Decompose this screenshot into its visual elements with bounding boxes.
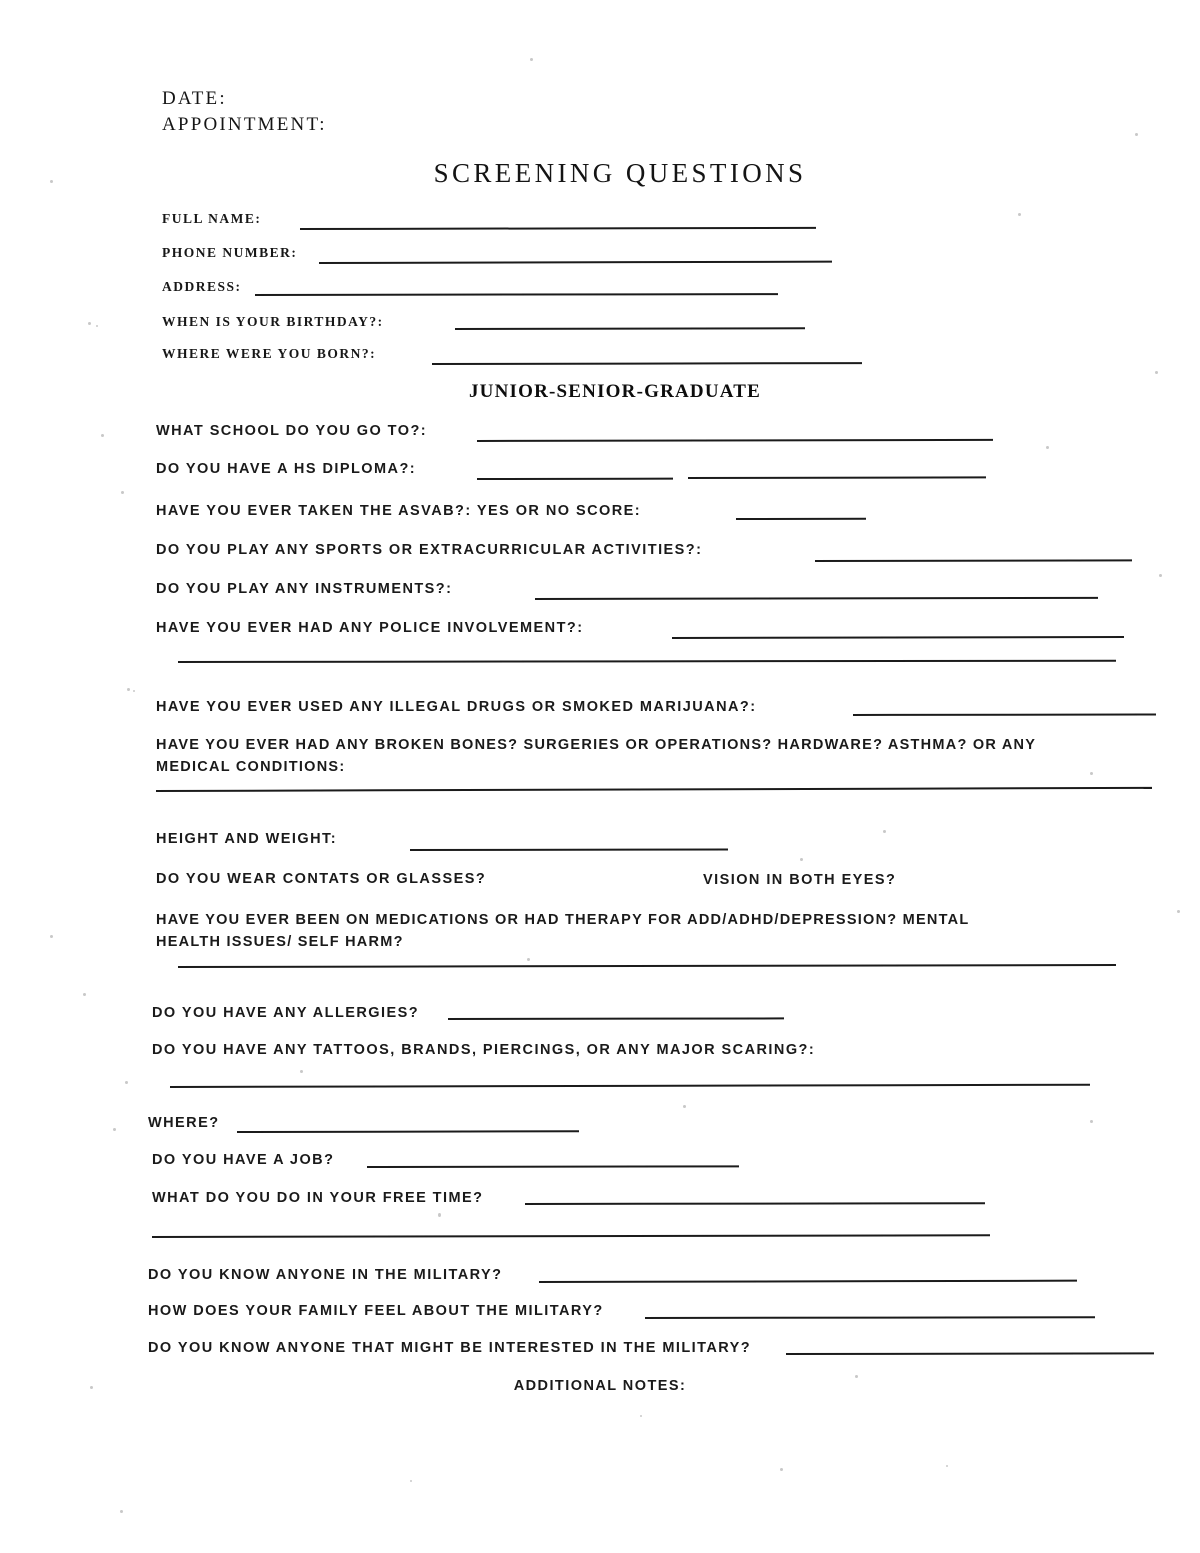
question-illegal-drugs: HAVE YOU EVER USED ANY ILLEGAL DRUGS OR SMOKED MARIJUANA?: [156,699,757,715]
scan-speckle [1046,446,1049,449]
scan-speckle [883,830,886,833]
full-name-input-line[interactable] [300,227,816,230]
additional-notes-label: ADDITIONAL NOTES: [513,1378,687,1394]
question-allergies: DO YOU HAVE ANY ALLERGIES? [152,1005,420,1021]
birthday-label: WHEN IS YOUR BIRTHDAY?: [162,314,384,329]
question-contacts-glasses: DO YOU WEAR CONTATS OR GLASSES? [156,871,487,887]
school-input-line[interactable] [477,439,993,442]
referral-military-input-line[interactable] [786,1352,1154,1355]
free-time-continuation-line[interactable] [152,1234,990,1238]
question-police-involvement: HAVE YOU EVER HAD ANY POLICE INVOLVEMENT?: [156,620,584,636]
question-tattoos: DO YOU HAVE ANY TATTOOS, BRANDS, PIERCINGS, OR ANY MAJOR SCARING?: [152,1042,816,1058]
scan-speckle [800,858,803,861]
question-referral-military: DO YOU KNOW ANYONE THAT MIGHT BE INTERESTED IN THE MILITARY? [148,1340,752,1356]
scan-speckle [410,1480,412,1482]
allergies-input-line[interactable] [448,1017,784,1020]
appointment-label: APPOINTMENT: [162,114,327,135]
question-medical-conditions: HAVE YOU EVER HAD ANY BROKEN BONES? SURGERIES OR OPERATIONS? HARDWARE? ASTHMA? OR ANY MEDICAL CONDITIONS: [156,737,1036,775]
scan-speckle [300,1070,303,1073]
medical-conditions-input-line[interactable] [156,787,1152,792]
scan-speckle [780,1468,783,1471]
scan-speckle [530,58,533,61]
scan-speckle [1177,910,1180,913]
date-label: DATE: [162,88,227,109]
question-extracurricular: DO YOU PLAY ANY SPORTS OR EXTRACURRICULAR ACTIVITIES?: [156,542,703,558]
scan-speckle [83,993,86,996]
scan-speckle [101,434,104,437]
question-know-military: DO YOU KNOW ANYONE IN THE MILITARY? [148,1267,503,1283]
scan-speckle [127,688,130,691]
height-weight-input-line[interactable] [410,848,728,851]
question-job: DO YOU HAVE A JOB? [152,1152,335,1168]
scan-speckle [438,1213,441,1217]
scan-speckle [1090,1120,1093,1123]
scan-speckle [113,1128,116,1131]
scan-speckle [1090,772,1093,775]
scan-speckle [1155,371,1158,374]
scan-speckle [640,1415,642,1417]
scan-speckle [527,958,530,961]
police-involvement-input-line[interactable] [672,636,1124,639]
extracurricular-input-line[interactable] [815,559,1132,562]
family-feel-input-line[interactable] [645,1316,1095,1319]
address-label: ADDRESS: [162,279,242,294]
job-input-line[interactable] [367,1165,739,1168]
birthday-input-line[interactable] [455,327,805,330]
mental-health-input-line[interactable] [178,964,1116,968]
question-vision-both-eyes: VISION IN BOTH EYES? [703,872,897,888]
scan-speckle [1135,133,1138,136]
question-mental-health: HAVE YOU EVER BEEN ON MEDICATIONS OR HAD THERAPY FOR ADD/ADHD/DEPRESSION? MENTAL HEALTH ISSUES/ SELF HARM? [156,912,970,950]
scan-speckle [96,325,98,327]
question-asvab: HAVE YOU EVER TAKEN THE ASVAB?: YES OR NO SCORE: [156,503,642,519]
question-school: WHAT SCHOOL DO YOU GO TO?: [156,423,428,439]
section-heading: JUNIOR-SENIOR-GRADUATE [468,381,762,402]
birthplace-input-line[interactable] [432,362,862,365]
question-family-feel: HOW DOES YOUR FAMILY FEEL ABOUT THE MILITARY? [148,1303,604,1319]
tattoos-input-line[interactable] [170,1084,1090,1088]
birthplace-label: WHERE WERE YOU BORN?: [162,346,377,361]
page-title: SCREENING QUESTIONS [433,158,807,188]
question-instruments: DO YOU PLAY ANY INSTRUMENTS?: [156,581,453,597]
question-free-time: WHAT DO YOU DO IN YOUR FREE TIME? [152,1190,484,1206]
scan-speckle [121,491,124,494]
illegal-drugs-input-line[interactable] [853,713,1156,716]
asvab-score-input-line[interactable] [736,518,866,520]
hs-diploma-input-line-a[interactable] [477,478,673,480]
scan-speckle [683,1105,686,1108]
scan-speckle [125,1081,128,1084]
scan-speckle [946,1465,948,1467]
know-military-input-line[interactable] [539,1280,1077,1283]
full-name-label: FULL NAME: [162,211,262,226]
scan-speckle [1159,574,1162,577]
scan-speckle [120,1510,123,1513]
scan-speckle [88,322,91,325]
scan-speckle [50,935,53,938]
scan-speckle [1018,213,1021,216]
where-input-line[interactable] [237,1130,579,1133]
question-height-weight: HEIGHT AND WEIGHT: [156,831,338,847]
free-time-input-line[interactable] [525,1202,985,1205]
address-input-line[interactable] [255,293,778,296]
phone-number-label: PHONE NUMBER: [162,245,298,260]
question-where: WHERE? [148,1115,220,1131]
scan-speckle [133,690,135,692]
instruments-input-line[interactable] [535,597,1098,600]
question-hs-diploma: DO YOU HAVE A HS DIPLOMA?: [156,461,417,477]
police-involvement-continuation-line[interactable] [178,660,1116,663]
phone-number-input-line[interactable] [319,261,832,264]
hs-diploma-input-line-b[interactable] [688,476,986,479]
